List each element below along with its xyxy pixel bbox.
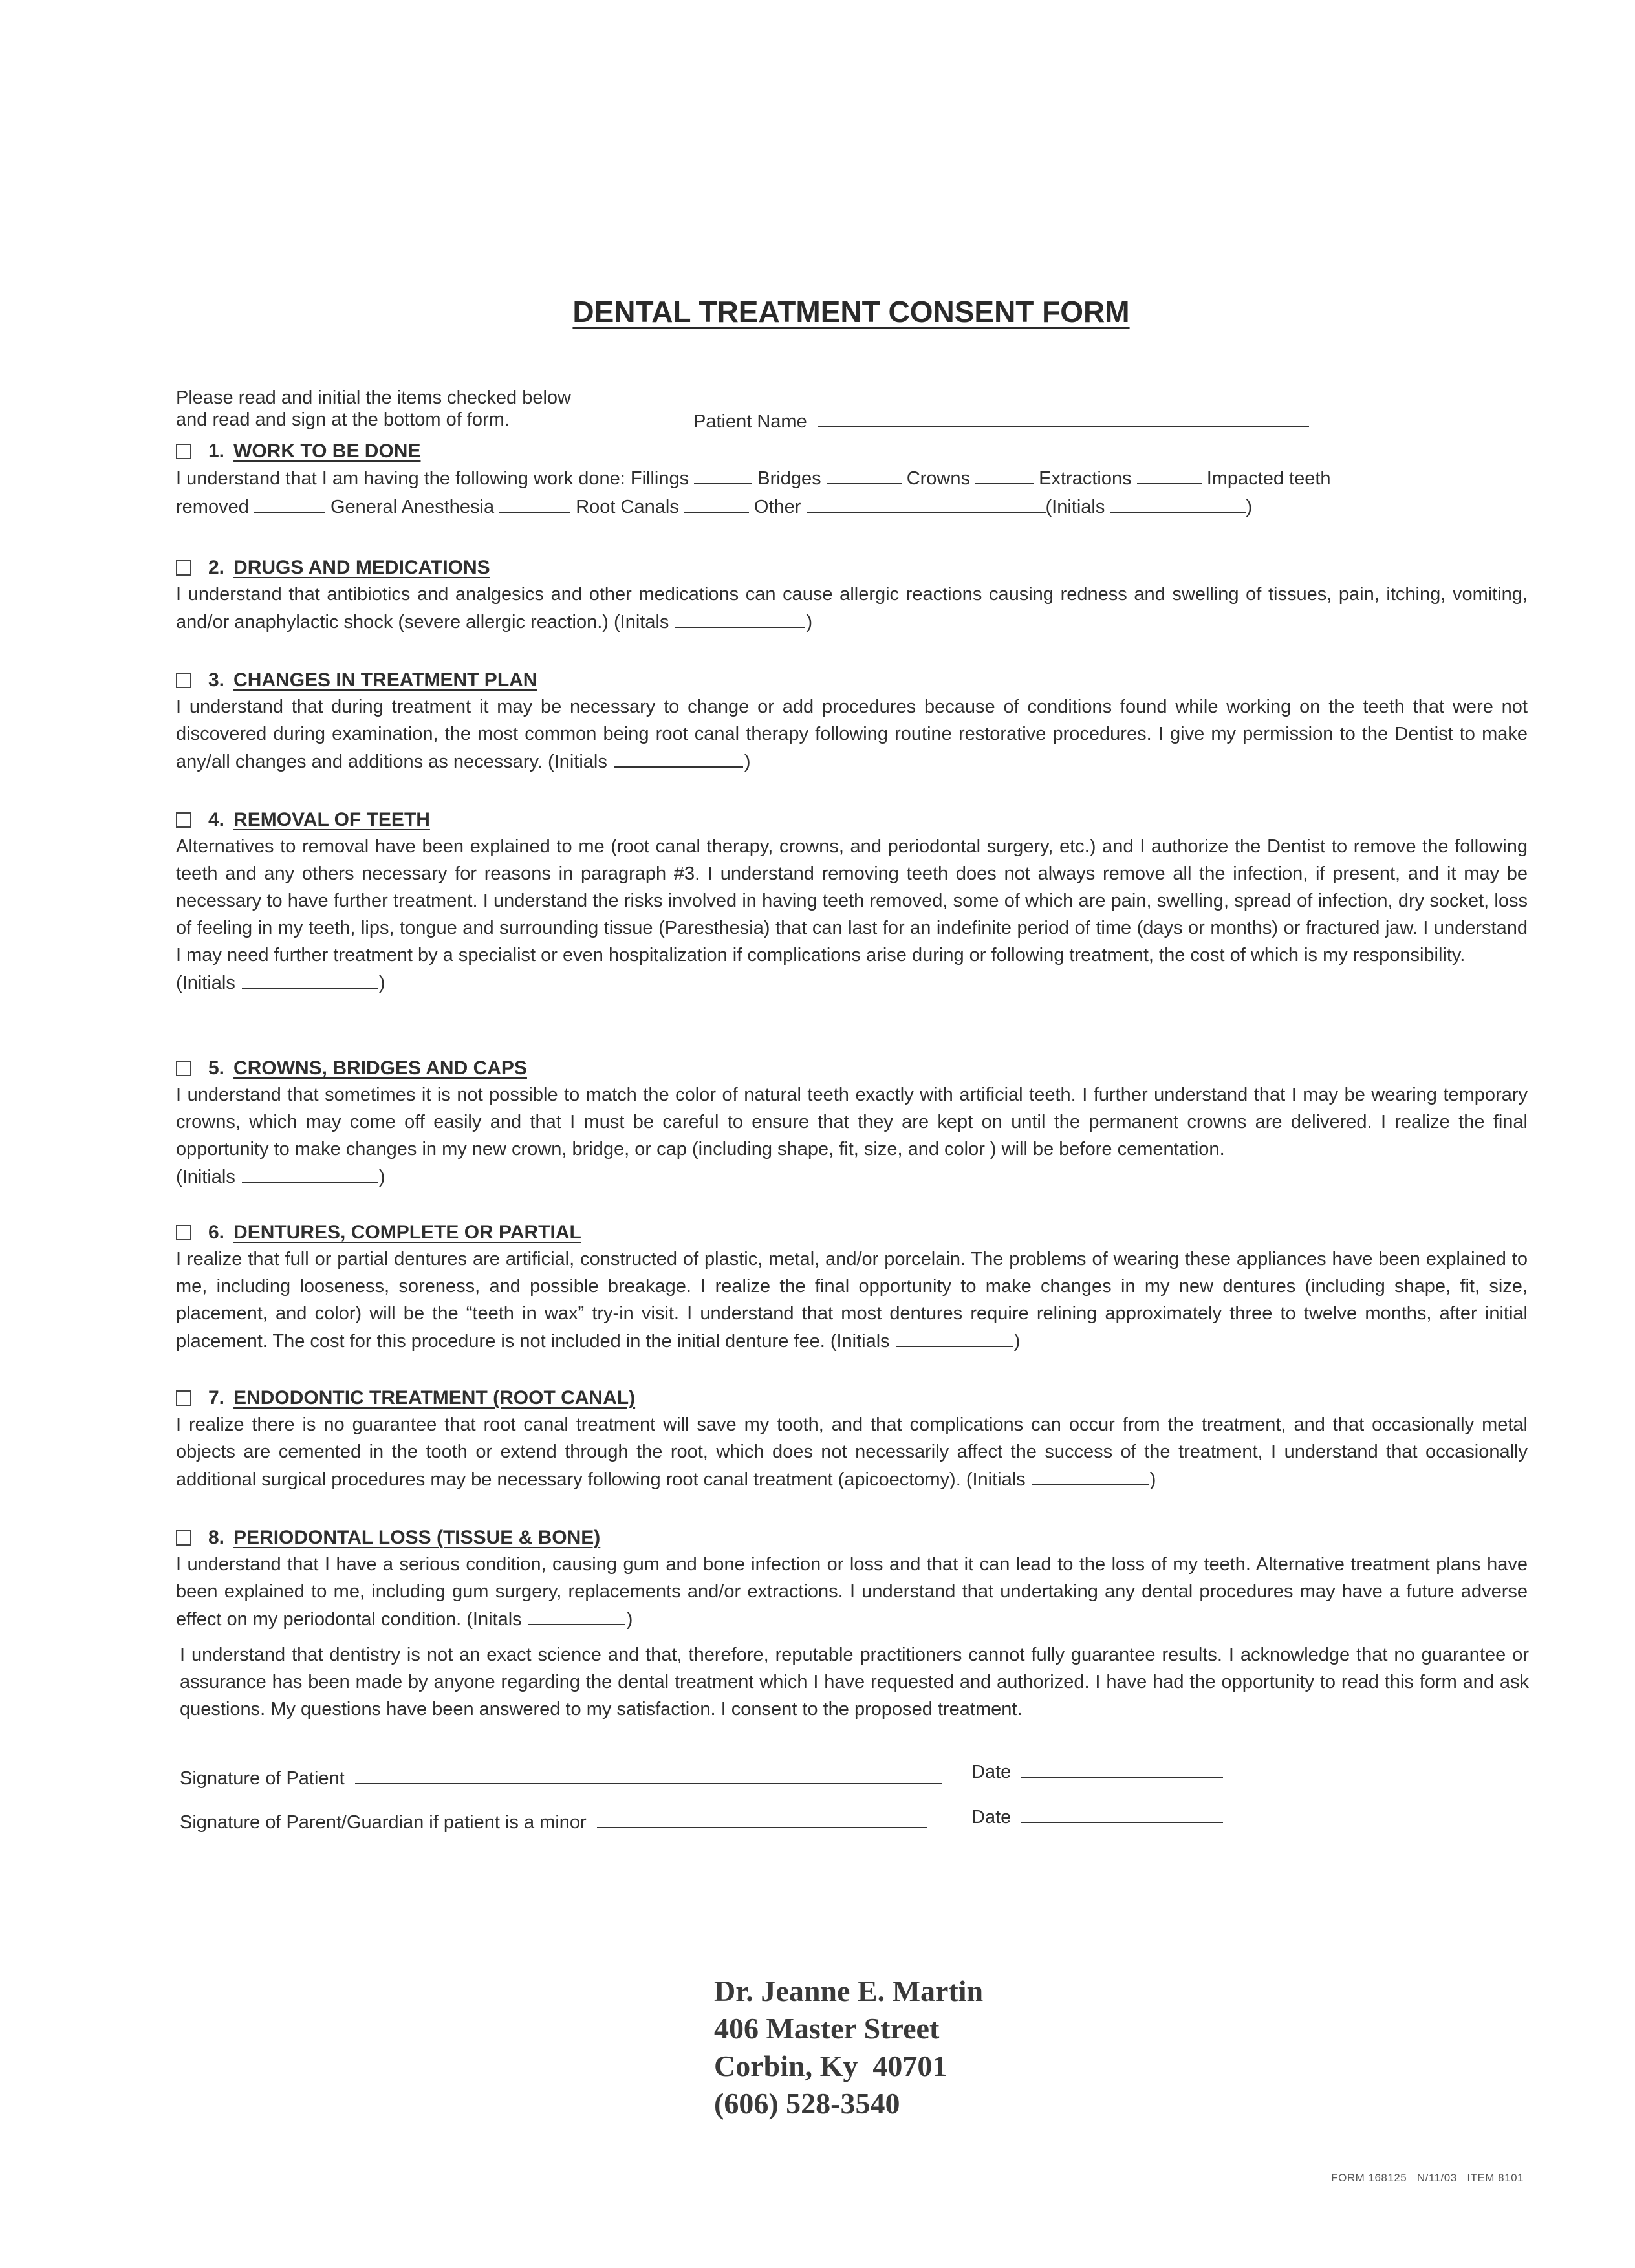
removed-field[interactable] <box>254 493 325 513</box>
consent-statement: I understand that dentistry is not an exact science and that, therefore, reputable practitioners cannot fully guarantee results. I acknowledge that no guarantee or assurance has been made by anyone regarding the dental treatment which I have requested and authorized. I have had the opportunity to read this form and ask questions. My questions have been answered to my satisfaction. I consent to the proposed treatment. <box>180 1645 1529 1720</box>
initials-close: ) <box>806 612 813 632</box>
extractions-field[interactable] <box>1137 464 1202 484</box>
section-drugs-and-medications <box>176 555 1528 636</box>
section-checkbox[interactable] <box>176 1390 191 1406</box>
guardian-signature-label: Signature of Parent/Guardian if patient is a minor <box>180 1812 587 1833</box>
section-dentures <box>176 1220 1528 1355</box>
anesthesia-field[interactable] <box>499 493 570 513</box>
initials-field[interactable] <box>1110 493 1246 513</box>
section-body <box>176 1551 1528 1633</box>
section-header <box>176 1055 1528 1081</box>
section-crowns-bridges-caps <box>176 1055 1528 1191</box>
crowns-label: Crowns <box>906 468 971 489</box>
section-title: CHANGES IN TREATMENT PLAN <box>233 669 537 691</box>
patient-date-row <box>971 1758 1223 1783</box>
section-checkbox[interactable] <box>176 812 191 828</box>
section-title: ENDODONTIC TREATMENT (ROOT CANAL) <box>233 1387 636 1409</box>
patient-date-field[interactable] <box>1021 1758 1223 1778</box>
patient-signature-field[interactable] <box>355 1764 942 1784</box>
section-title: WORK TO BE DONE <box>233 440 421 462</box>
guardian-signature-row <box>180 1808 927 1833</box>
section-work-to-be-done <box>176 438 1528 521</box>
initials-field[interactable] <box>675 608 805 628</box>
initials-close: ) <box>1149 1469 1156 1490</box>
root-canals-label: Root Canals <box>576 497 679 517</box>
section-changes-in-treatment-plan <box>176 667 1528 775</box>
section-text: I understand that during treatment it may be necessary to change or add procedures because of conditions found while working on the teeth that were not discovered during examination, the most common being root canal therapy following routine restorative procedures. I give my permission to the Dentist to make any/all changes and additions as necessary. (Initials <box>176 697 1528 772</box>
date-label: Date <box>971 1807 1012 1828</box>
section-removal-of-teeth <box>176 807 1528 997</box>
initials-close: ) <box>1246 497 1253 517</box>
section-title: DRUGS AND MEDICATIONS <box>233 557 490 578</box>
patient-signature-row <box>180 1764 942 1789</box>
instructions-line-2: and read and sign at the bottom of form. <box>176 409 510 430</box>
section-header <box>176 1525 1528 1551</box>
initials-field[interactable] <box>896 1327 1013 1347</box>
root-canals-field[interactable] <box>684 493 749 513</box>
initials-close: ) <box>378 1167 385 1187</box>
section-body <box>176 1411 1528 1493</box>
form-number: FORM 168125 N/11/03 ITEM 8101 <box>1331 2172 1524 2184</box>
dentist-phone: (606) 528-3540 <box>714 2087 900 2120</box>
section-number: 6. <box>208 1222 225 1243</box>
section-periodontal-loss <box>176 1525 1528 1633</box>
bridges-field[interactable] <box>827 464 902 484</box>
extractions-label: Extractions <box>1039 468 1132 489</box>
guardian-date-field[interactable] <box>1021 1803 1223 1823</box>
section-number: 4. <box>208 809 225 830</box>
section-checkbox[interactable] <box>176 560 191 576</box>
patient-name-row <box>693 407 1309 433</box>
section-text: I realize that full or partial dentures are artificial, constructed of plastic, metal, and/or porcelain. The problems of wearing these appliances have been explained to me, including looseness, soreness, and possible breakage. I realize the final opportunity to make changes in my new dentures (including shape, fit, size, placement, and color) will be the “teeth in wax” try-in visit. I understand that most dentures require relining approximately three to twelve months, after initial placement. The cost for this procedure is not included in the initial denture fee. (Initials <box>176 1249 1528 1352</box>
section-number: 1. <box>208 440 225 462</box>
section-checkbox[interactable] <box>176 673 191 688</box>
initials-label: (Initials <box>176 1167 235 1187</box>
dentist-address <box>714 1972 983 2122</box>
section-header <box>176 555 1528 581</box>
work-line-2 <box>176 493 1528 521</box>
section-text: Alternatives to removal have been explained to me (root canal therapy, crowns, and periodontal surgery, etc.) and I authorize the Dentist to remove the following teeth and any others necessary for reasons in paragraph #3. I understand removing teeth does not always remove all the infection, if present, and it may be necessary to have further treatment. I understand the risks involved in having teeth removed, some of which are pain, swelling, spread of infection, dry socket, loss of feeling in my teeth, lips, tongue and surrounding tissue (Paresthesia) that can last for an indefinite period of time (days or months) or fractured jaw. I understand I may need further treatment by a specialist or even hospitalization if complications arise during or following treatment, the cost of which is my responsibility. <box>176 836 1528 966</box>
dentist-street: 406 Master Street <box>714 2012 940 2045</box>
section-title: CROWNS, BRIDGES AND CAPS <box>233 1057 527 1079</box>
initials-close: ) <box>1013 1331 1021 1352</box>
initials-field[interactable] <box>528 1605 625 1625</box>
impacted-label: Impacted teeth <box>1206 468 1331 489</box>
section-text: I understand that sometimes it is not possible to match the color of natural teeth exactly with artificial teeth. I further understand that I may be wearing temporary crowns, which may come off easily and that I must be careful to ensure that they are kept on until the permanent crowns are delivered. I realize the final opportunity to make changes in my new crown, bridge, or cap (including shape, fit, size, and color ) will be before cementation. <box>176 1085 1528 1160</box>
instructions <box>176 387 667 431</box>
section-checkbox[interactable] <box>176 1061 191 1076</box>
section-header <box>176 438 1528 464</box>
date-label: Date <box>971 1762 1012 1782</box>
section-body <box>176 833 1528 969</box>
other-field[interactable] <box>807 493 1046 513</box>
other-label: Other <box>753 497 801 517</box>
section-number: 2. <box>208 557 225 578</box>
work-line-1 <box>176 464 1528 493</box>
section-text: I realize there is no guarantee that root canal treatment will save my tooth, and that complications can occur from the treatment, and that occasionally metal objects are cemented in the tooth or extend through the root, which does not necessarily affect the success of the treatment, I understand that occasionally additional surgical procedures may be necessary following root canal treatment (apicoectomy). (Initials <box>176 1414 1528 1490</box>
section-number: 5. <box>208 1057 225 1079</box>
patient-name-field[interactable] <box>817 407 1309 427</box>
section-text: I understand that I have a serious condition, causing gum and bone infection or loss and that it can lead to the loss of my teeth. Alternative treatment plans have been explained to me, including gum surgery, replacements and/or extractions. I understand that undertaking any dental procedures may have a future adverse effect on my periodontal condition. (Initals <box>176 1554 1528 1630</box>
section-number: 7. <box>208 1387 225 1409</box>
initials-field[interactable] <box>614 748 743 768</box>
initials-close: ) <box>626 1609 633 1630</box>
anesthesia-label: General Anesthesia <box>330 497 495 517</box>
section-header <box>176 1385 1528 1411</box>
section-header <box>176 667 1528 693</box>
initials-close: ) <box>378 973 385 993</box>
initials-field[interactable] <box>242 969 378 989</box>
section-number: 8. <box>208 1527 225 1548</box>
section-checkbox[interactable] <box>176 444 191 459</box>
section-checkbox[interactable] <box>176 1530 191 1546</box>
form-title: DENTAL TREATMENT CONSENT FORM <box>572 295 1130 329</box>
section-body <box>176 693 1528 775</box>
initials-field[interactable] <box>242 1163 378 1183</box>
crowns-field[interactable] <box>975 464 1034 484</box>
section-title: PERIODONTAL LOSS (TISSUE & BONE) <box>233 1527 601 1548</box>
initials-row <box>176 969 1528 997</box>
guardian-signature-field[interactable] <box>597 1808 927 1828</box>
initials-label: (Initials <box>176 973 235 993</box>
dentist-city: Corbin, Ky 40701 <box>714 2049 947 2082</box>
section-title: REMOVAL OF TEETH <box>233 809 430 830</box>
section-checkbox[interactable] <box>176 1225 191 1240</box>
dentist-name: Dr. Jeanne E. Martin <box>714 1974 984 2007</box>
patient-name-label: Patient Name <box>693 411 807 432</box>
section-title: DENTURES, COMPLETE OR PARTIAL <box>233 1222 581 1243</box>
section-body <box>176 1246 1528 1355</box>
section-header <box>176 807 1528 833</box>
fillings-field[interactable] <box>694 464 752 484</box>
initials-row <box>176 1163 1528 1191</box>
fillings-label: Fillings <box>630 468 689 489</box>
initials-close: ) <box>744 751 751 772</box>
section-number: 3. <box>208 669 225 691</box>
instructions-line-1: Please read and initial the items checked below <box>176 387 571 408</box>
section-body <box>176 1081 1528 1163</box>
section-text: I understand that antibiotics and analgesics and other medications can cause allergic reactions causing redness and swelling of tissues, pain, itching, vomiting, and/or anaphylactic shock (severe allergic reaction.) (Initals <box>176 584 1528 632</box>
removed-label: removed <box>176 497 249 517</box>
section-body <box>176 581 1528 636</box>
initials-label: (Initials <box>1045 497 1105 517</box>
initials-field[interactable] <box>1032 1465 1149 1485</box>
work-intro: I understand that I am having the following work done: <box>176 468 625 489</box>
section-header <box>176 1220 1528 1246</box>
bridges-label: Bridges <box>757 468 821 489</box>
patient-signature-label: Signature of Patient <box>180 1768 345 1789</box>
guardian-date-row <box>971 1803 1223 1828</box>
section-endodontic-treatment <box>176 1385 1528 1493</box>
